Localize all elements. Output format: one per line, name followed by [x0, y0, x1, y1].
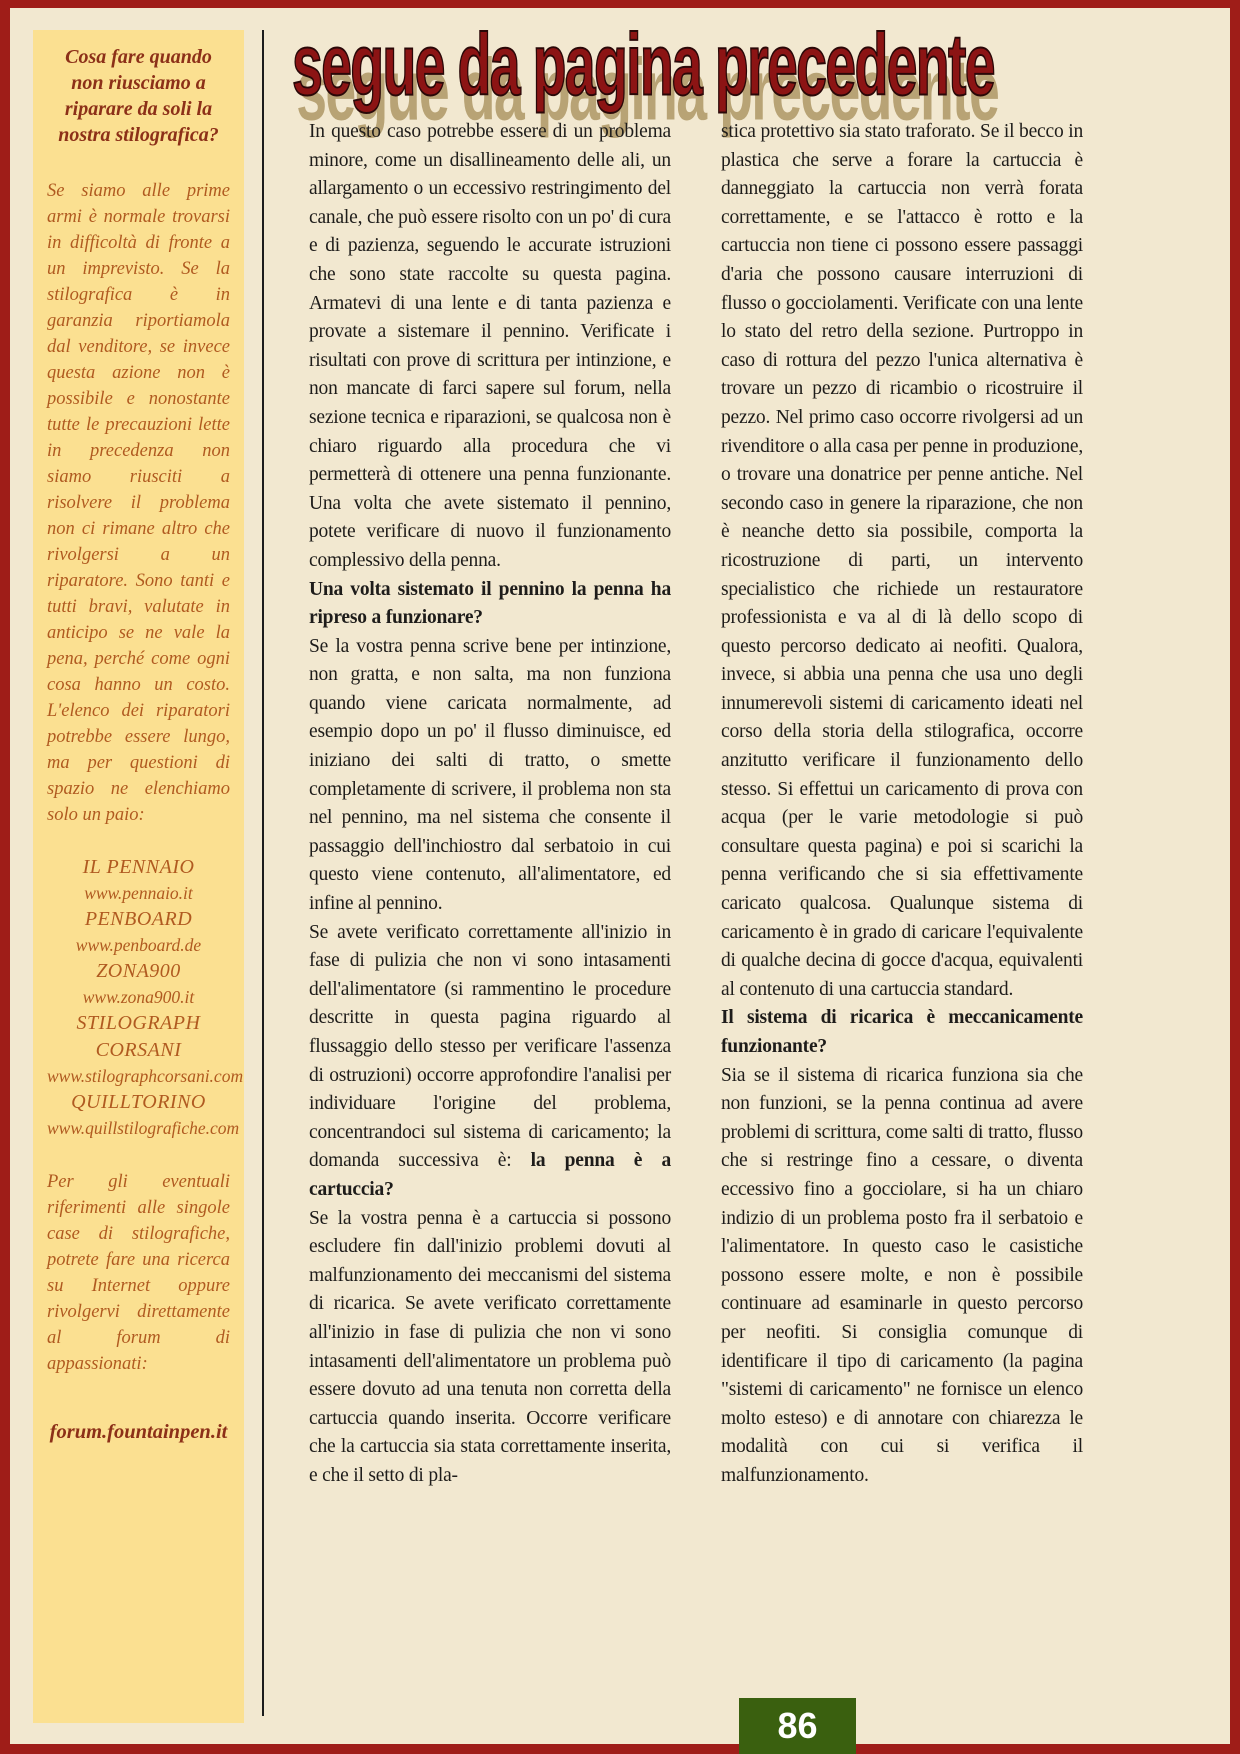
repairer-url[interactable]: www.penboard.de: [75, 935, 202, 955]
magazine-page: [10, 8, 1230, 1744]
sidebar-box: [33, 30, 244, 1723]
repairer-name: ZONA900: [96, 960, 181, 982]
text-column-2: [721, 118, 1083, 1491]
paragraph: stica protettivo sia stato traforato. Se il becco in plastica che serve a forare la cartuccia è danneggiato la cartuccia non verrà forata correttamente, e se l'attacco è rotto e la cartuccia non tiene ci possono essere passaggi d'aria che possono causare interruzioni di flusso o gocciolamenti. Verificate con una lente lo stato del retro della sezione. Purtroppo in caso di rottura del pezzo l'unica alternativa è trovare un pezzo di ricambio o ricostruire il pezzo. Nel primo caso occorre rivolgersi ad un rivenditore o alla casa per penne in produzione, o trovare una donatrice per penne antiche. Nel secondo caso in genere la riparazione, che non è neanche detto sia possibile, comporta la ricostruzione di parti, un intervento specialistico che richiede un restauratore professionista e va al di là dello scopo di questo percorso dedicato ai neofiti. Qualora, invece, si abbia una penna che usa uno degli innumerevoli sistemi di caricamento ideati nel corso della storia della stilografica, occorre anzitutto verificare il funzionamento dello stesso. Si effettui un caricamento di prova con acqua (per le varie metodologie si può consultare questa pagina) e poi si scarichi la penna verificando che si sia effettivamente caricato qualcosa. Qualunque sistema di caricamento è in grado di caricare l'equivalente di qualche decina di gocce d'acqua, equivalenti al contenuto di una cartuccia standard.: [721, 121, 1083, 1000]
paragraph: [309, 919, 671, 1205]
text-column-1: [309, 118, 671, 1491]
repairer-url[interactable]: www.stilographcorsani.com: [47, 1066, 244, 1086]
page-title: segue da pagina precedente: [292, 15, 994, 114]
paragraph-text: Se avete verificato correttamente all'inizio in fase di pulizia che non vi sono intasamenti dell'alimentatore (si rammentino le procedure descritte in questa pagina riguardo al flussaggio dello stesso per verificare l'assenza di ostruzioni) occorre approfondire l'analisi per individuare l'origine del problema, concentrandoci sul sistema di caricamento; la domanda successiva è:: [309, 921, 671, 1172]
repairer-list: [47, 854, 244, 1141]
forum-link[interactable]: forum.fountainpen.it: [49, 1421, 228, 1443]
sidebar-heading: Cosa fare quando non riusciamo a riparare da soli la nostra stilografica?: [58, 46, 219, 146]
column-divider: [262, 30, 264, 1716]
repairer-url[interactable]: www.pennaio.it: [84, 883, 193, 903]
repairer-name: STILOGRAPH CORSANI: [76, 1012, 201, 1061]
page-number-badge: [739, 1698, 856, 1754]
paragraph: Sia se il sistema di ricarica funziona sia che non funzioni, se la penna continua ad avere problemi di scrittura, come salti di tratto, flusso che si restringe fino a cessare, o diventa eccessivo fino a gocciolare, si ha un chiaro indizio di un problema posto fra il serbatoio e l'alimentatore. In questo caso le casistiche possono essere molte, e non è possibile continuare ad esaminarle in questo percorso per neofiti. Si consiglia comunque di identificare il tipo di caricamento (la pagina "sistemi di caricamento" ne fornisce un elenco molto esteso) e di annotare con chiarezza le modalità con cui si verifica il malfunzionamento.: [721, 1064, 1083, 1486]
paragraph: Se la vostra penna scrive bene per intinzione, non gratta, e non salta, ma non funziona quando viene caricata normalmente, ad esempio dopo un po' il flusso diminuisce, ed iniziano dei salti di tratto, o smette completamente di scrivere, il problema non sta nel pennino, ma nel sistema che consente il passaggio dell'inchiostro dal serbatoio in cui questo viene contenuto, all'alimentatore, ed infine al pennino.: [309, 635, 671, 915]
page-number: 86: [777, 1705, 818, 1746]
repairer-name: QUILLTORINO: [71, 1091, 206, 1113]
repairer-name: PENBOARD: [84, 908, 193, 930]
section-heading: Una volta sistemato il pennino la penna ha ripreso a funzionare?: [309, 578, 671, 629]
paragraph: In questo caso potrebbe essere di un problema minore, come un disallineamento delle ali, un allargamento o un eccessivo restringimento del canale, che può essere risolto con un po' di cura e di pazienza, seguendo le accurate istruzioni che sono state raccolte su questa pagina. Armatevi di una lente e di tanta pazienza e provate a sistemare il pennino. Verificate i risultati con prove di scrittura per intinzione, e non mancate di farci sapere sul forum, nella sezione tecnica e riparazioni, se qualcosa non è chiaro riguardo alla procedura che vi permetterà di ottenere una penna funzionante. Una volta che avete sistemato il pennino, potete verificare di nuovo il funzionamento complessivo della penna.: [309, 121, 671, 571]
sidebar-outro: Per gli eventuali riferimenti alle singole case di stilografiche, potrete fare una ricerca su Internet oppure rivolgervi direttamente al forum di appassionati:: [47, 1172, 230, 1374]
repairer-name: IL PENNAIO: [82, 856, 195, 878]
repairer-url[interactable]: www.zona900.it: [82, 987, 195, 1007]
section-heading: Il sistema di ricarica è meccanicamente funzionante?: [721, 1007, 1083, 1057]
sidebar-intro: Se siamo alle prime armi è normale trovarsi in difficoltà di fronte a un imprevisto. Se la stilografica è in garanzia riportiamola dal venditore, se invece questa azione non è possibile e nonostante tutte le precauzioni lette in precedenza non siamo riusciti a risolvere il problema non ci rimane altro che rivolgersi a un riparatore. Sono tanti e tutti bravi, valutate in anticipo se ne vale la pena, perché come ogni cosa hanno un costo. L'elenco dei riparatori potrebbe essere lungo, ma per questioni di spazio ne elenchiamo solo un paio:: [47, 181, 230, 825]
inline-bold-question: la penna è a cartuccia?: [309, 1150, 671, 1200]
paragraph: Se la vostra penna è a cartuccia si possono escludere fin dall'inizio problemi dovuti al malfunzionamento dei meccanismi del sistema di ricarica. Se avete verificato correttamente all'inizio in fase di pulizia che non vi sono intasamenti dell'alimentatore un problema può essere dovuto ad una tenuta non corretta della cartuccia quando inserita. Occorre verificare che la cartuccia sia stata correttamente inserita, e che il setto di pla-: [309, 1207, 671, 1486]
repairer-url[interactable]: www.quillstilografiche.com: [47, 1118, 240, 1138]
